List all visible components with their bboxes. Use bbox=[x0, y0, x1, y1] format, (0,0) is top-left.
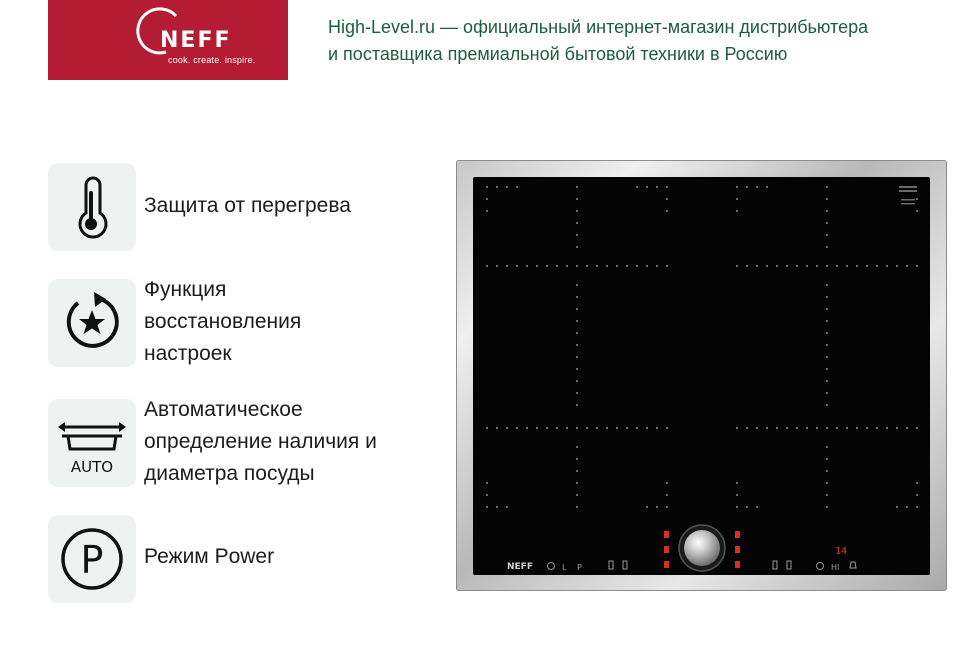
feature-restore-line-3: настроек bbox=[144, 342, 232, 365]
header-line-1: High-Level.ru — официальный интернет-магазин дистрибьютера bbox=[328, 17, 869, 37]
feature-restore-text bbox=[144, 274, 444, 370]
logo-wordmark: NEFF bbox=[160, 28, 232, 53]
panel-power-icon bbox=[548, 563, 555, 570]
logo-tagline: cook. create. inspire. bbox=[168, 55, 256, 65]
hob-zone-markings bbox=[486, 186, 918, 508]
auto-pan-detection-icon bbox=[48, 399, 136, 487]
panel-lock-label: L bbox=[562, 563, 567, 572]
feature-tile-power bbox=[48, 515, 136, 603]
power-mode-icon bbox=[48, 515, 136, 603]
auto-label: AUTO bbox=[70, 458, 114, 476]
header-line-2: и поставщика премиальной бытовой техники в Россию bbox=[328, 44, 788, 64]
feature-overheat-line: Защита от перегрева bbox=[144, 194, 351, 217]
feature-power-text bbox=[144, 541, 444, 573]
panel-timer-display: 14 bbox=[835, 546, 848, 557]
feature-auto-line-1: Автоматическое bbox=[144, 398, 303, 421]
panel-brand-label: NEFF bbox=[507, 562, 533, 572]
header-text bbox=[328, 14, 958, 68]
twist-knob bbox=[684, 530, 720, 566]
hob-top-right-label bbox=[899, 186, 917, 205]
zone-line-vertical-right bbox=[826, 186, 828, 508]
panel-timer-icon bbox=[817, 563, 824, 570]
thermometer-icon bbox=[48, 163, 136, 251]
feature-tile-restore bbox=[48, 279, 136, 367]
hob-control-panel bbox=[507, 525, 856, 572]
induction-hob-image bbox=[473, 177, 930, 575]
zone-line-bottom bbox=[486, 427, 918, 429]
feature-overheat-text bbox=[144, 190, 444, 222]
neff-logo bbox=[48, 0, 288, 80]
feature-auto-line-3: диаметра посуды bbox=[144, 462, 315, 485]
zone-line-top bbox=[486, 265, 918, 267]
panel-bell-icon bbox=[850, 562, 856, 568]
feature-power-line: Режим Power bbox=[144, 545, 275, 568]
feature-restore-line-2: восстановления bbox=[144, 310, 302, 333]
feature-auto-line-2: определение наличия и bbox=[144, 430, 377, 453]
feature-restore-line-1: Функция bbox=[144, 278, 227, 301]
power-p-label: P bbox=[80, 538, 104, 582]
panel-hi-label: HI bbox=[831, 563, 840, 572]
zone-line-vertical-left bbox=[576, 186, 578, 508]
panel-power-label: P bbox=[577, 563, 582, 572]
feature-auto-text bbox=[144, 394, 444, 490]
feature-tile-overheat bbox=[48, 163, 136, 251]
feature-tile-auto bbox=[48, 399, 136, 487]
zone-corner-marks bbox=[486, 186, 918, 508]
restore-settings-icon bbox=[48, 279, 136, 367]
